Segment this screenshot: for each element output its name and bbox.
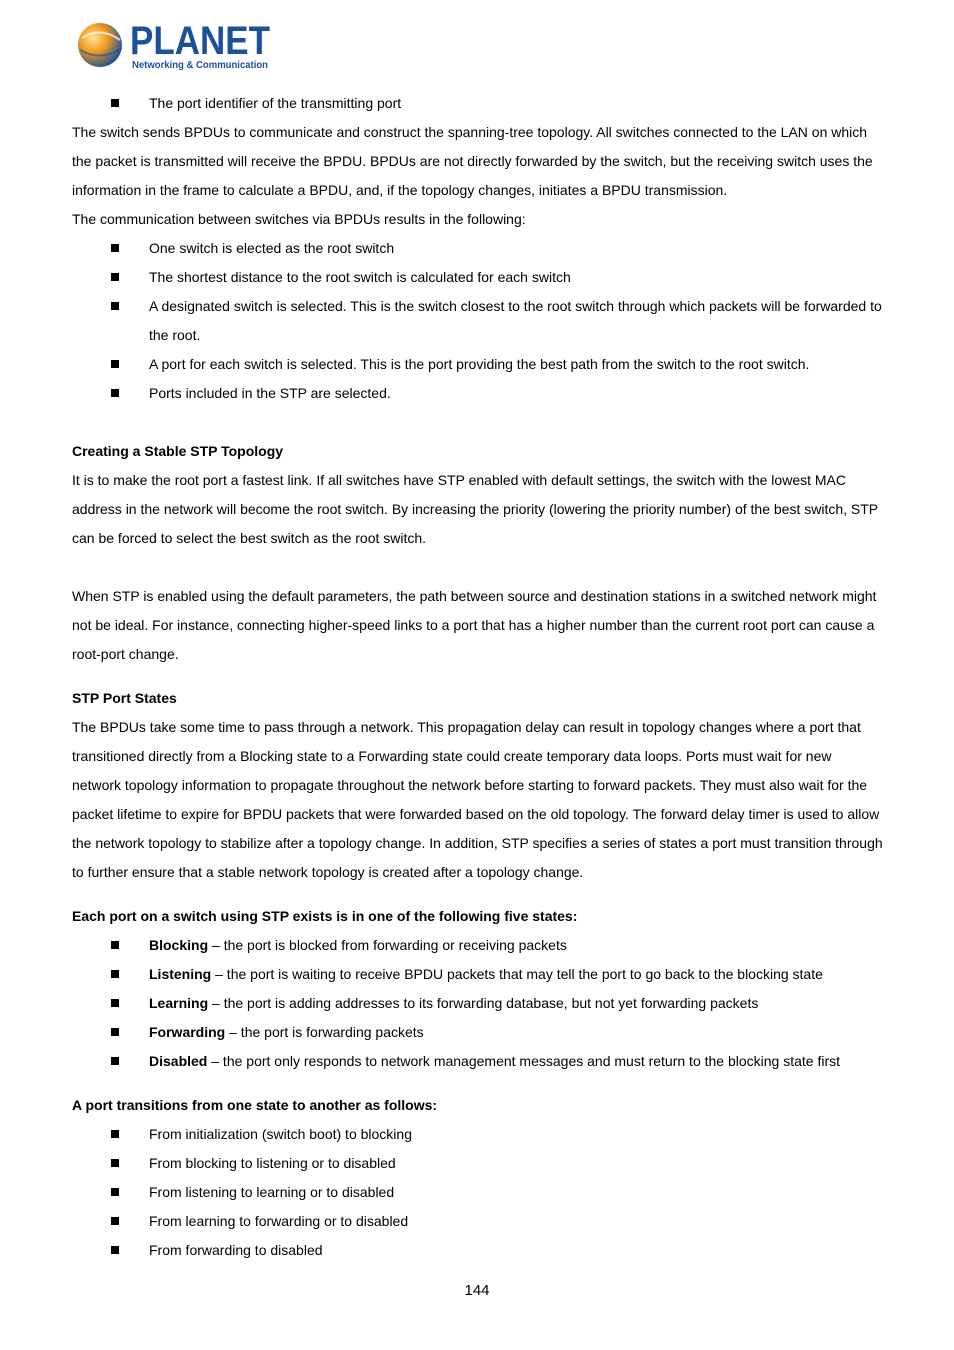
list-item: From learning to forwarding or to disabled: [149, 1207, 884, 1236]
bpdu-paragraph: The switch sends BPDUs to communicate and construct the spanning-tree topology. All switches connected to the LAN on which the packet is transmitted will receive the BPDU. BPDUs are not directly forwarded by the switch, but the receiving switch uses the information in the frame to calculate a BPDU, and, if the topology changes, initiates a BPDU transmission.: [72, 124, 873, 198]
state-term: Blocking: [149, 937, 209, 953]
list-item: A designated switch is selected. This is the switch closest to the root switch through which packets will be forwarded to the root.: [149, 292, 884, 350]
square-bullet-icon: [111, 999, 119, 1007]
default-parameters-paragraph: When STP is enabled using the default parameters, the path between source and destination stations in a switched network might not be ideal. For instance, connecting higher-speed links to a port that has a higher number than the current root port can cause a root-port change.: [72, 588, 877, 662]
square-bullet-icon: [111, 1188, 119, 1196]
square-bullet-icon: [111, 273, 119, 281]
list-item: Disabled – the port only responds to network management messages and must return to the blocking state first: [149, 1047, 884, 1076]
communication-paragraph: The communication between switches via BPDUs results in the following:: [72, 211, 526, 227]
square-bullet-icon: [111, 389, 119, 397]
state-term: Disabled: [149, 1053, 208, 1069]
list-item: A port for each switch is selected. This is the port providing the best path from the switch to the root switch.: [149, 350, 884, 379]
intro-bullet-list: [72, 89, 884, 118]
square-bullet-icon: [111, 99, 119, 107]
list-item: The port identifier of the transmitting port: [149, 89, 884, 118]
list-item: From blocking to listening or to disabled: [149, 1149, 884, 1178]
square-bullet-icon: [111, 970, 119, 978]
list-item: From initialization (switch boot) to blocking: [149, 1120, 884, 1149]
square-bullet-icon: [111, 1130, 119, 1138]
list-item: Forwarding – the port is forwarding packets: [149, 1018, 884, 1047]
square-bullet-icon: [111, 302, 119, 310]
state-term: Forwarding: [149, 1024, 226, 1040]
list-item: The shortest distance to the root switch is calculated for each switch: [149, 263, 884, 292]
globe-icon: [78, 23, 122, 67]
square-bullet-icon: [111, 244, 119, 252]
five-states-list: [72, 931, 884, 1076]
logo-tagline: Networking & Communication: [132, 60, 268, 71]
state-term: Listening: [149, 966, 212, 982]
document-body: [72, 89, 884, 1265]
list-item: From forwarding to disabled: [149, 1236, 884, 1265]
square-bullet-icon: [111, 1246, 119, 1254]
logo-wordmark: PLANET: [130, 19, 270, 63]
communication-bullet-list: [72, 234, 884, 408]
port-states-paragraph: The BPDUs take some time to pass through a network. This propagation delay can result in topology changes where a port that transitioned directly from a Blocking state to a Forwarding state could create temporary data loops. Ports must wait for new network topology information to propagate throughout the network before starting to forward packets. They must also wait for the packet lifetime to expire for BPDU packets that were forwarded based on the old topology. The forward delay timer is used to allow the network topology to stabilize after a topology change. In addition, STP specifies a series of states a port must transition through to further ensure that a stable network topology is created after a topology change.: [72, 719, 883, 880]
list-item: Blocking – the port is blocked from forwarding or receiving packets: [149, 931, 884, 960]
planet-logo-graphic: [76, 18, 276, 74]
square-bullet-icon: [111, 941, 119, 949]
square-bullet-icon: [111, 1028, 119, 1036]
list-item: Learning – the port is adding addresses to its forwarding database, but not yet forwarding packets: [149, 989, 884, 1018]
page-number: 144: [464, 1282, 490, 1299]
square-bullet-icon: [111, 1217, 119, 1225]
state-term: Learning: [149, 995, 209, 1011]
list-item: From listening to learning or to disabled: [149, 1178, 884, 1207]
transitions-list: [72, 1120, 884, 1265]
list-item: Ports included in the STP are selected.: [149, 379, 884, 408]
stable-topology-paragraph: It is to make the root port a fastest link. If all switches have STP enabled with default settings, the switch with the lowest MAC address in the network will become the root switch. By increasing the priority (lowering the priority number) of the best switch, STP can be forced to select the best switch as the root switch.: [72, 472, 878, 546]
list-item: One switch is elected as the root switch: [149, 234, 884, 263]
section-heading-stable-topology: Creating a Stable STP Topology: [72, 443, 284, 459]
list-item: Listening – the port is waiting to receive BPDU packets that may tell the port to go back to the blocking state: [149, 960, 884, 989]
square-bullet-icon: [111, 1159, 119, 1167]
five-states-heading: Each port on a switch using STP exists is in one of the following five states:: [72, 908, 578, 924]
planet-logo: [76, 18, 276, 74]
transitions-heading: A port transitions from one state to another as follows:: [72, 1097, 438, 1113]
square-bullet-icon: [111, 1057, 119, 1065]
square-bullet-icon: [111, 360, 119, 368]
section-heading-port-states: STP Port States: [72, 690, 177, 706]
